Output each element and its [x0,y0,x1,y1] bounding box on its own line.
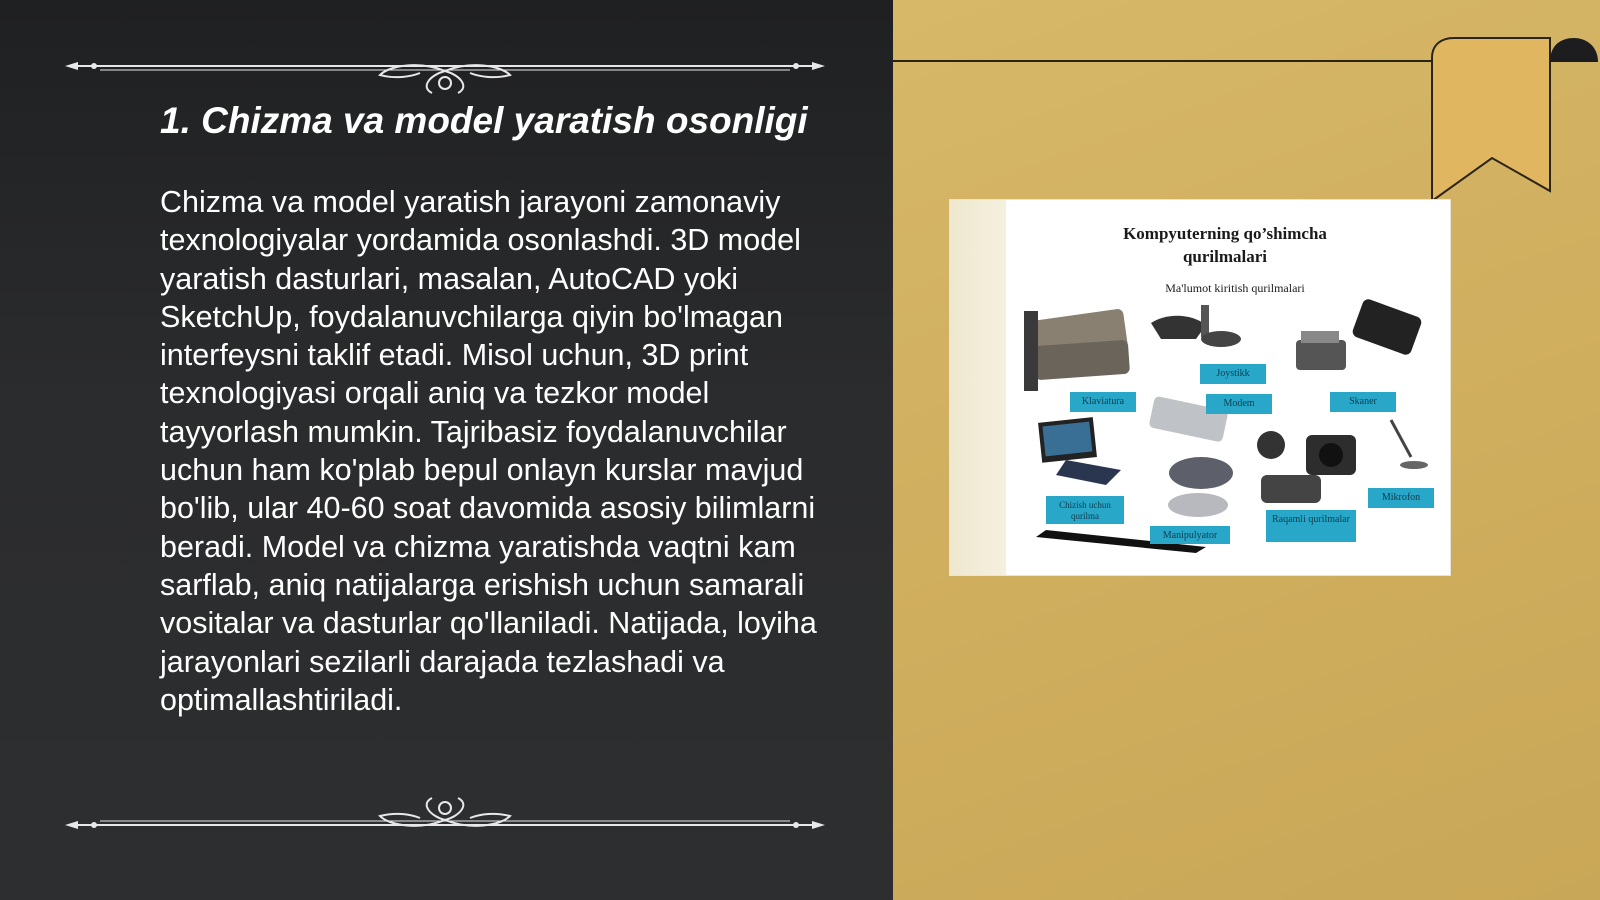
label-scanner: Skaner [1330,392,1396,412]
divider-line [893,60,1438,62]
camera-icon [1257,431,1356,503]
label-manipulator: Manipulyator [1150,526,1230,544]
label-drawing-device: Chizish uchun qurilma [1046,496,1124,524]
image-subtitle: Ma'lumot kiritish qurilmalari [1165,281,1305,295]
scanner-icon [1296,298,1423,370]
microphone-icon [1391,420,1428,469]
label-digital-devices: Raqamli qurilmalar [1266,510,1356,542]
label-microphone: Mikrofon [1368,488,1434,508]
image-title [1080,222,1370,268]
bookmark-icon [1430,36,1600,201]
bottom-ornament [60,778,830,838]
mouse-icon [1168,457,1233,517]
touchpad-icon [1038,417,1121,485]
label-keyboard: Klaviatura [1070,392,1136,412]
slide-body: Chizma va model yaratish jarayoni zamonaviy texnologiyalar yordamida osonlashdi. 3D model yaratish dasturlari, masalan, AutoCAD yoki SketchUp, foydalanuvchilarga qiyin bo'lmagan interfeysni taklif etadi. Misol uchun, 3D print texnologiyasi orqali aniq va tezkor model tayyorlash mumkin. Tajribasiz foydalanuvchilar uchun ham ko'plab bepul onlayn kurslar mavjud bo'lib, ular 40-60 soat davomida asosiy bilimlarni beradi. Model va chizma yaratishda vaqtni kam sarflab, aniq natijalarga erishish uchun samarali vositalar va dasturlar qo'llaniladi. Natijada, loyiha jarayonlari sezilarli darajada tezlashadi va optimallashtiriladi. [160,185,817,717]
label-modem: Modem [1206,394,1272,414]
image-title-line2: qurilmalari [1182,247,1268,266]
label-joystick: Joystikk [1200,364,1266,384]
slide-title: 1. Chizma va model yaratish osonligi [160,100,808,141]
joystick-icon [1151,305,1241,347]
keyboard-icon [1024,308,1131,391]
image-title-line1: Kompyuterning qo’shimcha [1123,224,1327,243]
image-border-strip [950,200,1006,575]
top-ornament [60,35,830,95]
peripherals-image [950,200,1450,575]
